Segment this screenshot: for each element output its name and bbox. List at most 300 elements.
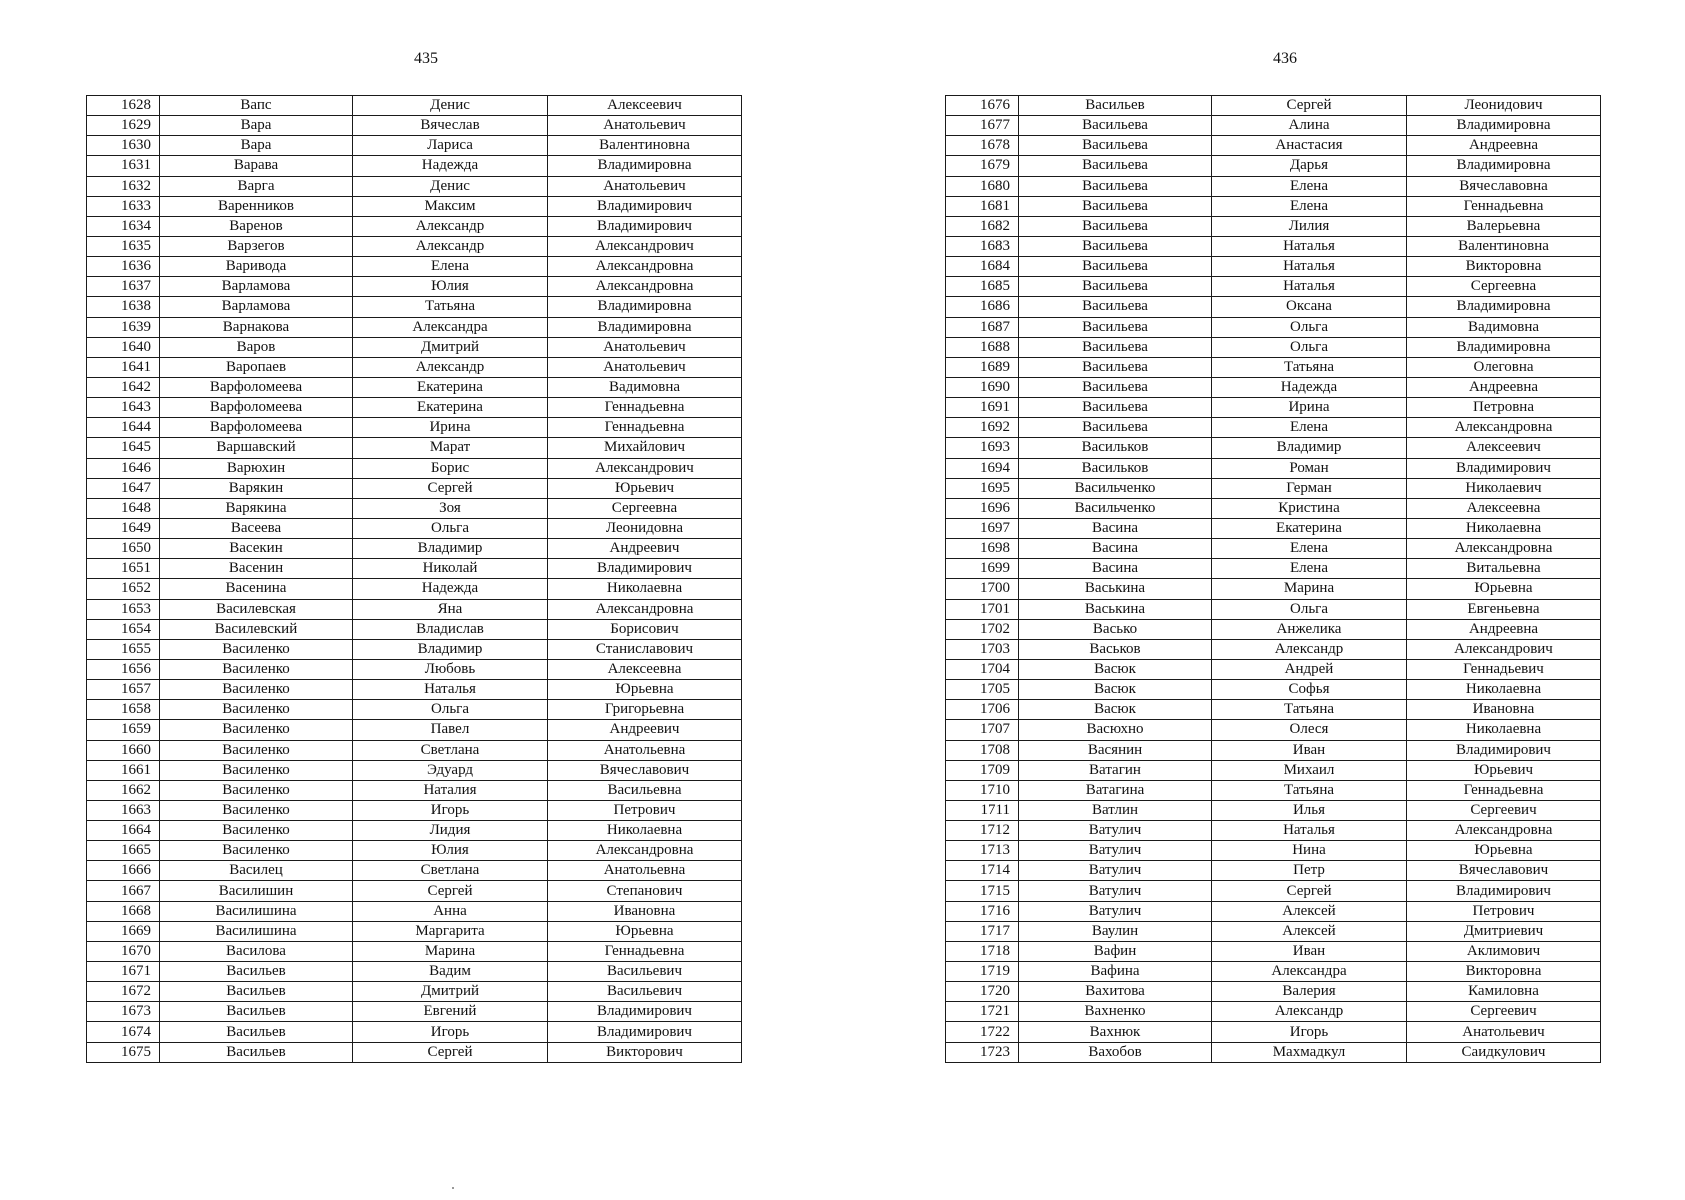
first-name-cell: Анастасия xyxy=(1212,136,1407,156)
last-name-cell: Василевский xyxy=(160,619,353,639)
patronymic-cell: Станиславович xyxy=(548,639,742,659)
table-row xyxy=(946,498,1601,518)
patronymic-cell: Васильевич xyxy=(548,982,742,1002)
first-name-cell: Михаил xyxy=(1212,760,1407,780)
first-name-cell: Яна xyxy=(353,599,548,619)
last-name-cell: Варава xyxy=(160,156,353,176)
row-number-cell: 1703 xyxy=(946,639,1019,659)
first-name-cell: Владимир xyxy=(353,639,548,659)
last-name-cell: Василенко xyxy=(160,639,353,659)
table-row xyxy=(87,941,742,961)
patronymic-cell: Анатольевич xyxy=(548,116,742,136)
patronymic-cell: Владимировна xyxy=(548,297,742,317)
scan-speck xyxy=(452,1187,454,1189)
last-name-cell: Васина xyxy=(1019,559,1212,579)
table-row xyxy=(87,518,742,538)
patronymic-cell: Саидкулович xyxy=(1407,1042,1601,1062)
patronymic-cell: Алексеевич xyxy=(1407,438,1601,458)
patronymic-cell: Владимирович xyxy=(1407,458,1601,478)
patronymic-cell: Геннадьевич xyxy=(1407,659,1601,679)
last-name-cell: Ватулич xyxy=(1019,861,1212,881)
table-row xyxy=(946,800,1601,820)
table-row xyxy=(946,337,1601,357)
patronymic-cell: Сергеевна xyxy=(548,498,742,518)
row-number-cell: 1723 xyxy=(946,1042,1019,1062)
last-name-cell: Васильева xyxy=(1019,337,1212,357)
first-name-cell: Наталья xyxy=(1212,277,1407,297)
first-name-cell: Любовь xyxy=(353,659,548,679)
first-name-cell: Лилия xyxy=(1212,216,1407,236)
last-name-cell: Василенко xyxy=(160,700,353,720)
roster-table xyxy=(86,95,742,1063)
table-row xyxy=(87,257,742,277)
last-name-cell: Васенина xyxy=(160,579,353,599)
table-row xyxy=(946,518,1601,538)
first-name-cell: Иван xyxy=(1212,740,1407,760)
last-name-cell: Василенко xyxy=(160,680,353,700)
row-number-cell: 1679 xyxy=(946,156,1019,176)
table-row xyxy=(87,740,742,760)
table-row xyxy=(87,619,742,639)
row-number-cell: 1683 xyxy=(946,236,1019,256)
last-name-cell: Васильев xyxy=(160,982,353,1002)
table-row xyxy=(946,941,1601,961)
first-name-cell: Денис xyxy=(353,96,548,116)
table-row xyxy=(87,478,742,498)
first-name-cell: Игорь xyxy=(353,1022,548,1042)
table-row xyxy=(87,297,742,317)
patronymic-cell: Алексеевич xyxy=(548,96,742,116)
last-name-cell: Васильева xyxy=(1019,196,1212,216)
row-number-cell: 1678 xyxy=(946,136,1019,156)
last-name-cell: Василова xyxy=(160,941,353,961)
patronymic-cell: Юрьевна xyxy=(548,921,742,941)
first-name-cell: Эдуард xyxy=(353,760,548,780)
last-name-cell: Вафин xyxy=(1019,941,1212,961)
table-row xyxy=(87,458,742,478)
table-row xyxy=(946,921,1601,941)
row-number-cell: 1667 xyxy=(87,881,160,901)
first-name-cell: Ольга xyxy=(353,700,548,720)
patronymic-cell: Александрович xyxy=(548,236,742,256)
patronymic-cell: Александровна xyxy=(1407,418,1601,438)
table-row xyxy=(946,962,1601,982)
patronymic-cell: Александрович xyxy=(548,458,742,478)
row-number-cell: 1716 xyxy=(946,901,1019,921)
patronymic-cell: Николаевна xyxy=(548,579,742,599)
table-row xyxy=(946,720,1601,740)
last-name-cell: Ватлин xyxy=(1019,800,1212,820)
first-name-cell: Герман xyxy=(1212,478,1407,498)
row-number-cell: 1656 xyxy=(87,659,160,679)
row-number-cell: 1660 xyxy=(87,740,160,760)
row-number-cell: 1669 xyxy=(87,921,160,941)
row-number-cell: 1677 xyxy=(946,116,1019,136)
patronymic-cell: Андреевна xyxy=(1407,619,1601,639)
patronymic-cell: Геннадьевна xyxy=(548,418,742,438)
table-row xyxy=(87,760,742,780)
table-row xyxy=(946,659,1601,679)
last-name-cell: Васильева xyxy=(1019,116,1212,136)
first-name-cell: Евгений xyxy=(353,1002,548,1022)
patronymic-cell: Владимировна xyxy=(1407,337,1601,357)
first-name-cell: Екатерина xyxy=(1212,518,1407,538)
table-row xyxy=(946,216,1601,236)
patronymic-cell: Николаевич xyxy=(1407,478,1601,498)
row-number-cell: 1649 xyxy=(87,518,160,538)
patronymic-cell: Владимирович xyxy=(548,1022,742,1042)
row-number-cell: 1710 xyxy=(946,780,1019,800)
row-number-cell: 1636 xyxy=(87,257,160,277)
last-name-cell: Васильков xyxy=(1019,438,1212,458)
table-row xyxy=(946,841,1601,861)
patronymic-cell: Ивановна xyxy=(548,901,742,921)
row-number-cell: 1693 xyxy=(946,438,1019,458)
row-number-cell: 1691 xyxy=(946,398,1019,418)
row-number-cell: 1690 xyxy=(946,377,1019,397)
first-name-cell: Владимир xyxy=(353,539,548,559)
patronymic-cell: Камиловна xyxy=(1407,982,1601,1002)
table-row xyxy=(87,841,742,861)
table-row xyxy=(946,901,1601,921)
last-name-cell: Васильева xyxy=(1019,236,1212,256)
row-number-cell: 1714 xyxy=(946,861,1019,881)
table-row xyxy=(946,277,1601,297)
table-row xyxy=(87,116,742,136)
last-name-cell: Васильев xyxy=(160,1002,353,1022)
table-row xyxy=(946,96,1601,116)
patronymic-cell: Александровна xyxy=(1407,821,1601,841)
row-number-cell: 1685 xyxy=(946,277,1019,297)
table-row xyxy=(87,700,742,720)
first-name-cell: Александра xyxy=(353,317,548,337)
last-name-cell: Василенко xyxy=(160,740,353,760)
roster-table xyxy=(945,95,1601,1063)
first-name-cell: Юлия xyxy=(353,841,548,861)
first-name-cell: Татьяна xyxy=(353,297,548,317)
patronymic-cell: Вячеславовна xyxy=(1407,176,1601,196)
last-name-cell: Васьков xyxy=(1019,639,1212,659)
first-name-cell: Татьяна xyxy=(1212,357,1407,377)
last-name-cell: Вахитова xyxy=(1019,982,1212,1002)
first-name-cell: Александр xyxy=(353,236,548,256)
table-row xyxy=(946,458,1601,478)
table-row xyxy=(946,881,1601,901)
last-name-cell: Василенко xyxy=(160,659,353,679)
patronymic-cell: Викторовна xyxy=(1407,962,1601,982)
table-row xyxy=(946,559,1601,579)
patronymic-cell: Владимировна xyxy=(1407,156,1601,176)
patronymic-cell: Николаевна xyxy=(548,821,742,841)
row-number-cell: 1671 xyxy=(87,962,160,982)
table-row xyxy=(87,317,742,337)
patronymic-cell: Владимировна xyxy=(548,317,742,337)
last-name-cell: Ваулин xyxy=(1019,921,1212,941)
last-name-cell: Васько xyxy=(1019,619,1212,639)
table-row xyxy=(87,236,742,256)
table-row xyxy=(946,1022,1601,1042)
first-name-cell: Ольга xyxy=(1212,599,1407,619)
last-name-cell: Вара xyxy=(160,116,353,136)
last-name-cell: Василенко xyxy=(160,800,353,820)
row-number-cell: 1666 xyxy=(87,861,160,881)
last-name-cell: Василенко xyxy=(160,841,353,861)
last-name-cell: Васильченко xyxy=(1019,498,1212,518)
patronymic-cell: Олеговна xyxy=(1407,357,1601,377)
patronymic-cell: Валерьевна xyxy=(1407,216,1601,236)
last-name-cell: Василенко xyxy=(160,720,353,740)
table-row xyxy=(87,901,742,921)
table-row xyxy=(87,357,742,377)
table-row xyxy=(87,196,742,216)
patronymic-cell: Анатольевна xyxy=(548,740,742,760)
patronymic-cell: Юрьевич xyxy=(548,478,742,498)
row-number-cell: 1718 xyxy=(946,941,1019,961)
patronymic-cell: Владимирович xyxy=(1407,740,1601,760)
last-name-cell: Василенко xyxy=(160,780,353,800)
table-row xyxy=(946,539,1601,559)
first-name-cell: Ирина xyxy=(1212,398,1407,418)
last-name-cell: Варивода xyxy=(160,257,353,277)
table-row xyxy=(87,96,742,116)
row-number-cell: 1697 xyxy=(946,518,1019,538)
last-name-cell: Вафина xyxy=(1019,962,1212,982)
row-number-cell: 1637 xyxy=(87,277,160,297)
row-number-cell: 1639 xyxy=(87,317,160,337)
last-name-cell: Васильева xyxy=(1019,156,1212,176)
last-name-cell: Васильева xyxy=(1019,377,1212,397)
row-number-cell: 1681 xyxy=(946,196,1019,216)
first-name-cell: Олеся xyxy=(1212,720,1407,740)
last-name-cell: Ватагина xyxy=(1019,780,1212,800)
table-row xyxy=(87,861,742,881)
last-name-cell: Василенко xyxy=(160,760,353,780)
row-number-cell: 1686 xyxy=(946,297,1019,317)
first-name-cell: Андрей xyxy=(1212,659,1407,679)
patronymic-cell: Владимировна xyxy=(1407,116,1601,136)
row-number-cell: 1688 xyxy=(946,337,1019,357)
last-name-cell: Варфоломеева xyxy=(160,418,353,438)
first-name-cell: Надежда xyxy=(1212,377,1407,397)
table-row xyxy=(946,136,1601,156)
last-name-cell: Варга xyxy=(160,176,353,196)
first-name-cell: Оксана xyxy=(1212,297,1407,317)
table-row xyxy=(946,116,1601,136)
first-name-cell: Денис xyxy=(353,176,548,196)
row-number-cell: 1629 xyxy=(87,116,160,136)
patronymic-cell: Владимирович xyxy=(548,216,742,236)
row-number-cell: 1709 xyxy=(946,760,1019,780)
last-name-cell: Васюк xyxy=(1019,680,1212,700)
row-number-cell: 1701 xyxy=(946,599,1019,619)
first-name-cell: Ольга xyxy=(1212,337,1407,357)
table-row xyxy=(87,962,742,982)
patronymic-cell: Ивановна xyxy=(1407,700,1601,720)
patronymic-cell: Анатольевич xyxy=(548,337,742,357)
last-name-cell: Ватулич xyxy=(1019,881,1212,901)
last-name-cell: Ватагин xyxy=(1019,760,1212,780)
patronymic-cell: Витальевна xyxy=(1407,559,1601,579)
patronymic-cell: Алексеевна xyxy=(1407,498,1601,518)
table-row xyxy=(87,659,742,679)
patronymic-cell: Васильевич xyxy=(548,962,742,982)
last-name-cell: Варенов xyxy=(160,216,353,236)
row-number-cell: 1648 xyxy=(87,498,160,518)
row-number-cell: 1654 xyxy=(87,619,160,639)
last-name-cell: Василишин xyxy=(160,881,353,901)
last-name-cell: Варенников xyxy=(160,196,353,216)
last-name-cell: Васеева xyxy=(160,518,353,538)
patronymic-cell: Андреевна xyxy=(1407,136,1601,156)
row-number-cell: 1700 xyxy=(946,579,1019,599)
table-row xyxy=(87,156,742,176)
table-row xyxy=(946,680,1601,700)
last-name-cell: Вара xyxy=(160,136,353,156)
first-name-cell: Екатерина xyxy=(353,398,548,418)
first-name-cell: Анжелика xyxy=(1212,619,1407,639)
last-name-cell: Варов xyxy=(160,337,353,357)
first-name-cell: Светлана xyxy=(353,740,548,760)
last-name-cell: Васильева xyxy=(1019,418,1212,438)
table-row xyxy=(87,821,742,841)
patronymic-cell: Анатольевич xyxy=(1407,1022,1601,1042)
first-name-cell: Юлия xyxy=(353,277,548,297)
table-row xyxy=(946,297,1601,317)
last-name-cell: Васильева xyxy=(1019,277,1212,297)
patronymic-cell: Юрьевна xyxy=(1407,579,1601,599)
patronymic-cell: Андреевна xyxy=(1407,377,1601,397)
table-row xyxy=(946,478,1601,498)
row-number-cell: 1638 xyxy=(87,297,160,317)
row-number-cell: 1713 xyxy=(946,841,1019,861)
first-name-cell: Борис xyxy=(353,458,548,478)
table-row xyxy=(946,1042,1601,1062)
row-number-cell: 1630 xyxy=(87,136,160,156)
row-number-cell: 1721 xyxy=(946,1002,1019,1022)
patronymic-cell: Владимирович xyxy=(548,196,742,216)
patronymic-cell: Геннадьевна xyxy=(548,941,742,961)
last-name-cell: Васенин xyxy=(160,559,353,579)
row-number-cell: 1673 xyxy=(87,1002,160,1022)
last-name-cell: Варфоломеева xyxy=(160,377,353,397)
row-number-cell: 1631 xyxy=(87,156,160,176)
patronymic-cell: Борисович xyxy=(548,619,742,639)
last-name-cell: Васильев xyxy=(160,1022,353,1042)
row-number-cell: 1632 xyxy=(87,176,160,196)
last-name-cell: Васина xyxy=(1019,518,1212,538)
first-name-cell: Софья xyxy=(1212,680,1407,700)
table-row xyxy=(87,418,742,438)
last-name-cell: Василишина xyxy=(160,901,353,921)
patronymic-cell: Сергеевна xyxy=(1407,277,1601,297)
last-name-cell: Варламова xyxy=(160,297,353,317)
table-row xyxy=(87,337,742,357)
row-number-cell: 1692 xyxy=(946,418,1019,438)
table-row xyxy=(946,579,1601,599)
first-name-cell: Лариса xyxy=(353,136,548,156)
table-row xyxy=(87,680,742,700)
last-name-cell: Варламова xyxy=(160,277,353,297)
patronymic-cell: Александровна xyxy=(548,277,742,297)
first-name-cell: Надежда xyxy=(353,156,548,176)
table-row xyxy=(946,1002,1601,1022)
patronymic-cell: Валентиновна xyxy=(1407,236,1601,256)
last-name-cell: Васильева xyxy=(1019,216,1212,236)
last-name-cell: Ватулич xyxy=(1019,841,1212,861)
first-name-cell: Елена xyxy=(1212,559,1407,579)
table-row xyxy=(946,317,1601,337)
row-number-cell: 1684 xyxy=(946,257,1019,277)
row-number-cell: 1711 xyxy=(946,800,1019,820)
first-name-cell: Сергей xyxy=(1212,96,1407,116)
first-name-cell: Татьяна xyxy=(1212,700,1407,720)
table-row xyxy=(87,921,742,941)
row-number-cell: 1643 xyxy=(87,398,160,418)
row-number-cell: 1705 xyxy=(946,680,1019,700)
row-number-cell: 1694 xyxy=(946,458,1019,478)
row-number-cell: 1650 xyxy=(87,539,160,559)
page-number: 435 xyxy=(414,50,438,67)
row-number-cell: 1702 xyxy=(946,619,1019,639)
row-number-cell: 1695 xyxy=(946,478,1019,498)
last-name-cell: Васильева xyxy=(1019,257,1212,277)
table-row xyxy=(946,236,1601,256)
first-name-cell: Наталья xyxy=(1212,257,1407,277)
row-number-cell: 1633 xyxy=(87,196,160,216)
table-row xyxy=(946,740,1601,760)
patronymic-cell: Петрович xyxy=(1407,901,1601,921)
table-row xyxy=(87,780,742,800)
patronymic-cell: Анатольевич xyxy=(548,176,742,196)
row-number-cell: 1662 xyxy=(87,780,160,800)
first-name-cell: Петр xyxy=(1212,861,1407,881)
first-name-cell: Наталья xyxy=(353,680,548,700)
row-number-cell: 1720 xyxy=(946,982,1019,1002)
first-name-cell: Алексей xyxy=(1212,921,1407,941)
row-number-cell: 1645 xyxy=(87,438,160,458)
table-row xyxy=(87,539,742,559)
first-name-cell: Марат xyxy=(353,438,548,458)
first-name-cell: Вячеслав xyxy=(353,116,548,136)
first-name-cell: Алексей xyxy=(1212,901,1407,921)
first-name-cell: Лидия xyxy=(353,821,548,841)
table-row xyxy=(87,1002,742,1022)
table-row xyxy=(946,176,1601,196)
first-name-cell: Елена xyxy=(353,257,548,277)
last-name-cell: Ватулич xyxy=(1019,821,1212,841)
first-name-cell: Ирина xyxy=(353,418,548,438)
row-number-cell: 1661 xyxy=(87,760,160,780)
first-name-cell: Дарья xyxy=(1212,156,1407,176)
row-number-cell: 1642 xyxy=(87,377,160,397)
row-number-cell: 1712 xyxy=(946,821,1019,841)
patronymic-cell: Леонидович xyxy=(1407,96,1601,116)
first-name-cell: Елена xyxy=(1212,418,1407,438)
first-name-cell: Нина xyxy=(1212,841,1407,861)
patronymic-cell: Михайлович xyxy=(548,438,742,458)
first-name-cell: Кристина xyxy=(1212,498,1407,518)
row-number-cell: 1698 xyxy=(946,539,1019,559)
last-name-cell: Васекин xyxy=(160,539,353,559)
last-name-cell: Васькина xyxy=(1019,599,1212,619)
first-name-cell: Зоя xyxy=(353,498,548,518)
patronymic-cell: Юрьевич xyxy=(1407,760,1601,780)
row-number-cell: 1717 xyxy=(946,921,1019,941)
first-name-cell: Сергей xyxy=(353,881,548,901)
patronymic-cell: Александровна xyxy=(548,599,742,619)
row-number-cell: 1689 xyxy=(946,357,1019,377)
patronymic-cell: Александрович xyxy=(1407,639,1601,659)
